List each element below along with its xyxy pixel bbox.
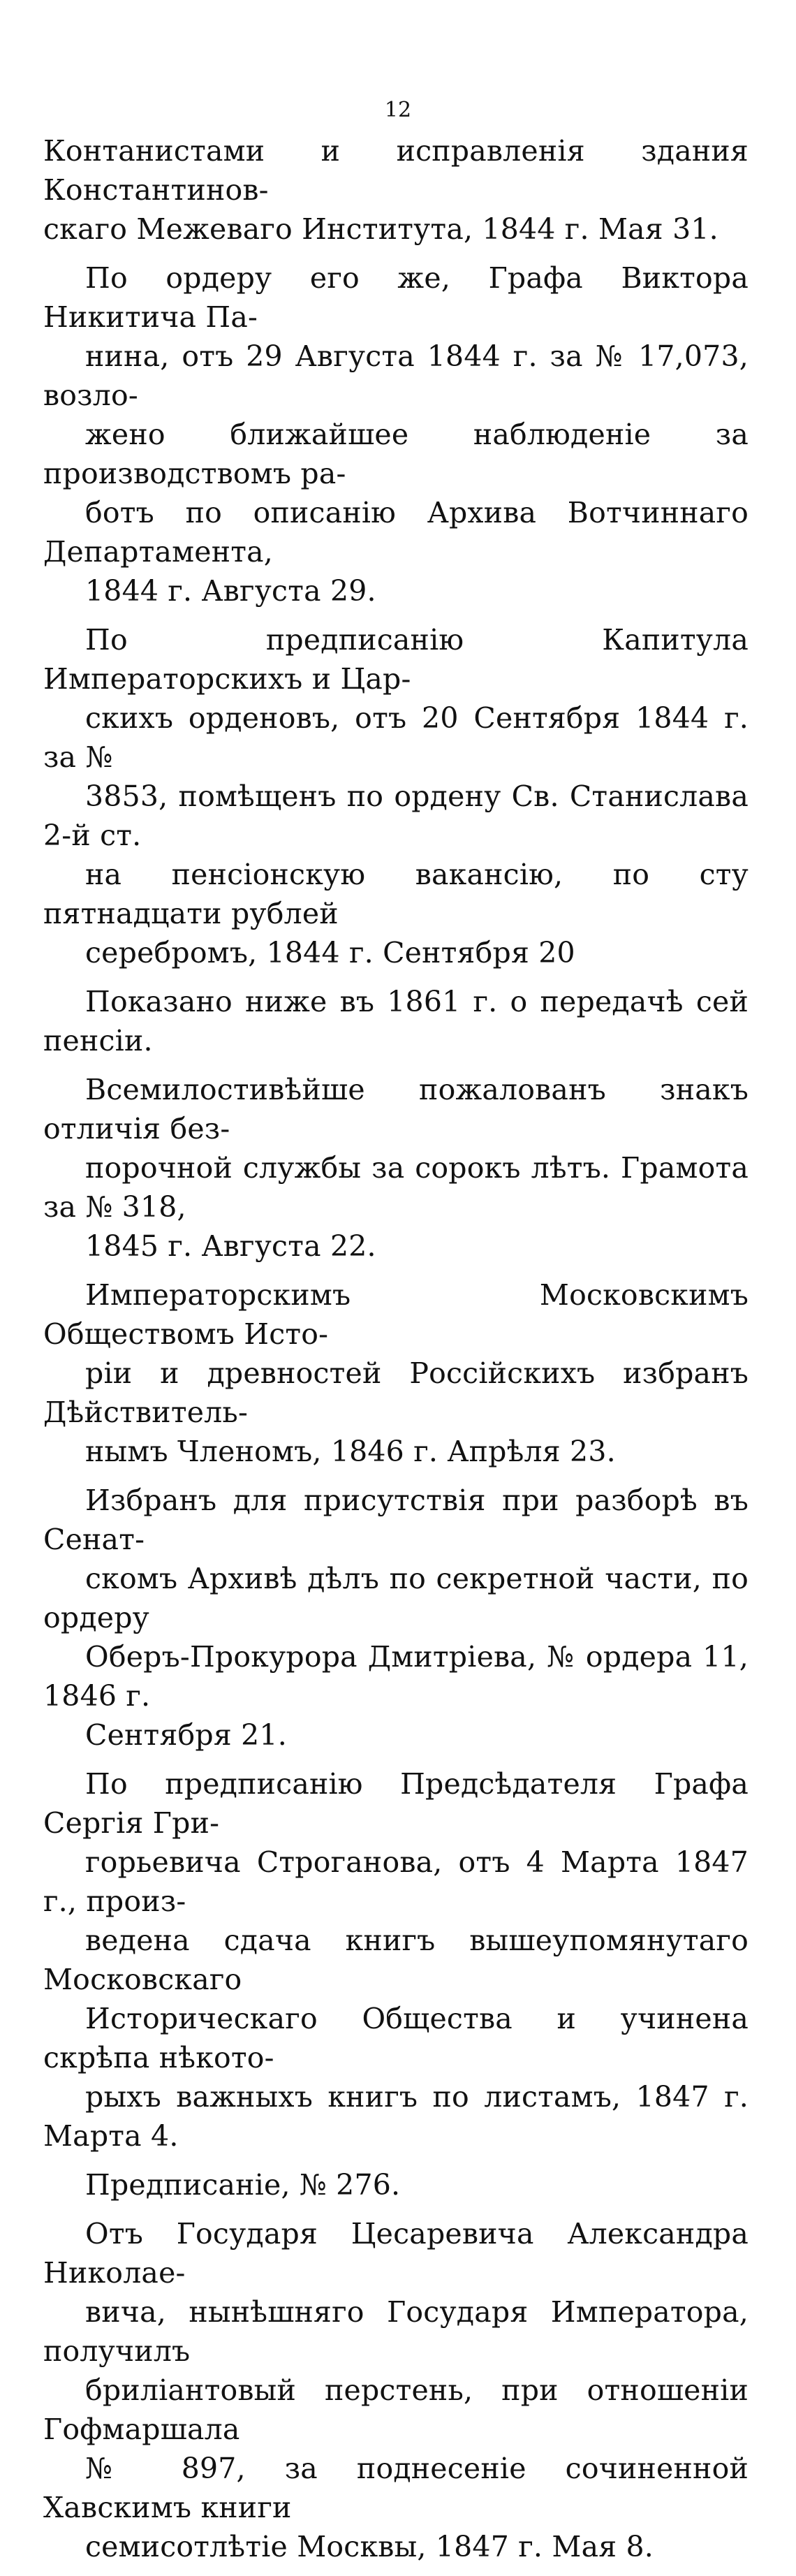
- text-line: № 897, за поднесеніе сочиненной Хавскимъ книги: [43, 2452, 749, 2524]
- text-line: Показано ниже въ 1861 г. о передачѣ сей пенсіи.: [43, 985, 749, 1058]
- paragraph-8: [43, 1764, 749, 2156]
- text-line: Сентября 21.: [85, 1718, 287, 1752]
- paragraph-9: [43, 2165, 749, 2204]
- text-line: на пенсіонскую вакансію, по сту пятнадцати рублей: [43, 858, 749, 930]
- body-text: [43, 131, 749, 2576]
- text-line: ріи и древностей Россійскихъ избранъ Дѣйствитель-: [43, 1356, 749, 1429]
- text-line: вича, нынѣшняго Государя Императора, получилъ: [43, 2295, 749, 2368]
- text-line: скомъ Архивѣ дѣлъ по секретной части, по ордеру: [43, 1562, 749, 1634]
- text-line: порочной службы за сорокъ лѣтъ. Грамота за № 318,: [43, 1151, 749, 1224]
- text-line: 3853, помѣщенъ по ордену Св. Станислава 2-й ст.: [43, 780, 749, 852]
- paragraph-4: [43, 982, 749, 1060]
- text-line: нымъ Членомъ, 1846 г. Апрѣля 23.: [85, 1435, 616, 1468]
- text-line: горьевича Строганова, отъ 4 Марта 1847 г., произ-: [43, 1845, 749, 1918]
- text-line: ботъ по описанію Архива Вотчиннаго Департамента,: [43, 496, 749, 569]
- text-line: 1844 г. Августа 29.: [85, 574, 376, 608]
- text-line: 1845 г. Августа 22.: [85, 1229, 376, 1263]
- text-line: Предписаніе, № 276.: [85, 2168, 401, 2202]
- text-line: По ордеру его же, Графа Виктора Никитича Па-: [43, 261, 749, 334]
- text-line: Контанистами и исправленія здания Константинов-: [43, 134, 749, 207]
- paragraph-2: [43, 258, 749, 610]
- text-line: жено ближайшее наблюденіе за производствомъ ра-: [43, 418, 749, 490]
- paragraph-1: [43, 131, 749, 249]
- text-line: скаго Межеваго Института, 1844 г. Мая 31.: [43, 212, 718, 246]
- paragraph-10: [43, 2214, 749, 2566]
- paragraph-6: [43, 1275, 749, 1471]
- text-line: скихъ орденовъ, отъ 20 Сентября 1844 г. за №: [43, 701, 749, 774]
- paragraph-7: [43, 1481, 749, 1755]
- page-number: 12: [384, 98, 412, 122]
- text-line: серебромъ, 1844 г. Сентября 20: [85, 936, 575, 969]
- text-line: Отъ Государя Цесаревича Александра Николае-: [43, 2217, 749, 2290]
- text-line: семисотлѣтіе Москвы, 1847 г. Мая 8.: [85, 2530, 654, 2563]
- text-line: Оберъ-Прокурора Дмитріева, № ордера 11, 1846 г.: [43, 1640, 749, 1713]
- text-line: Избранъ для присутствія при разборѣ въ Сенат-: [43, 1484, 749, 1556]
- text-line: По предписанію Капитула Императорскихъ и Цар-: [43, 623, 749, 696]
- text-line: бриліантовый перстень, при отношеніи Гофмаршала: [43, 2373, 749, 2446]
- text-line: Императорскимъ Московскимъ Обществомъ Исто-: [43, 1278, 749, 1351]
- text-line: ведена сдача книгъ вышеупомянутаго Московскаго: [43, 1924, 749, 1996]
- text-line: Всемилостивѣйше пожалованъ знакъ отличія без-: [43, 1073, 749, 1146]
- text-line: Историческаго Общества и учинена скрѣпа нѣкото-: [43, 2002, 749, 2074]
- text-line: рыхъ важныхъ книгъ по листамъ, 1847 г. Марта 4.: [43, 2080, 749, 2153]
- paragraph-3: [43, 620, 749, 972]
- paragraph-5: [43, 1070, 749, 1266]
- text-line: По предписанію Предсѣдателя Графа Сергія Гри-: [43, 1767, 749, 1840]
- text-line: нина, отъ 29 Августа 1844 г. за № 17,073, возло-: [43, 339, 749, 412]
